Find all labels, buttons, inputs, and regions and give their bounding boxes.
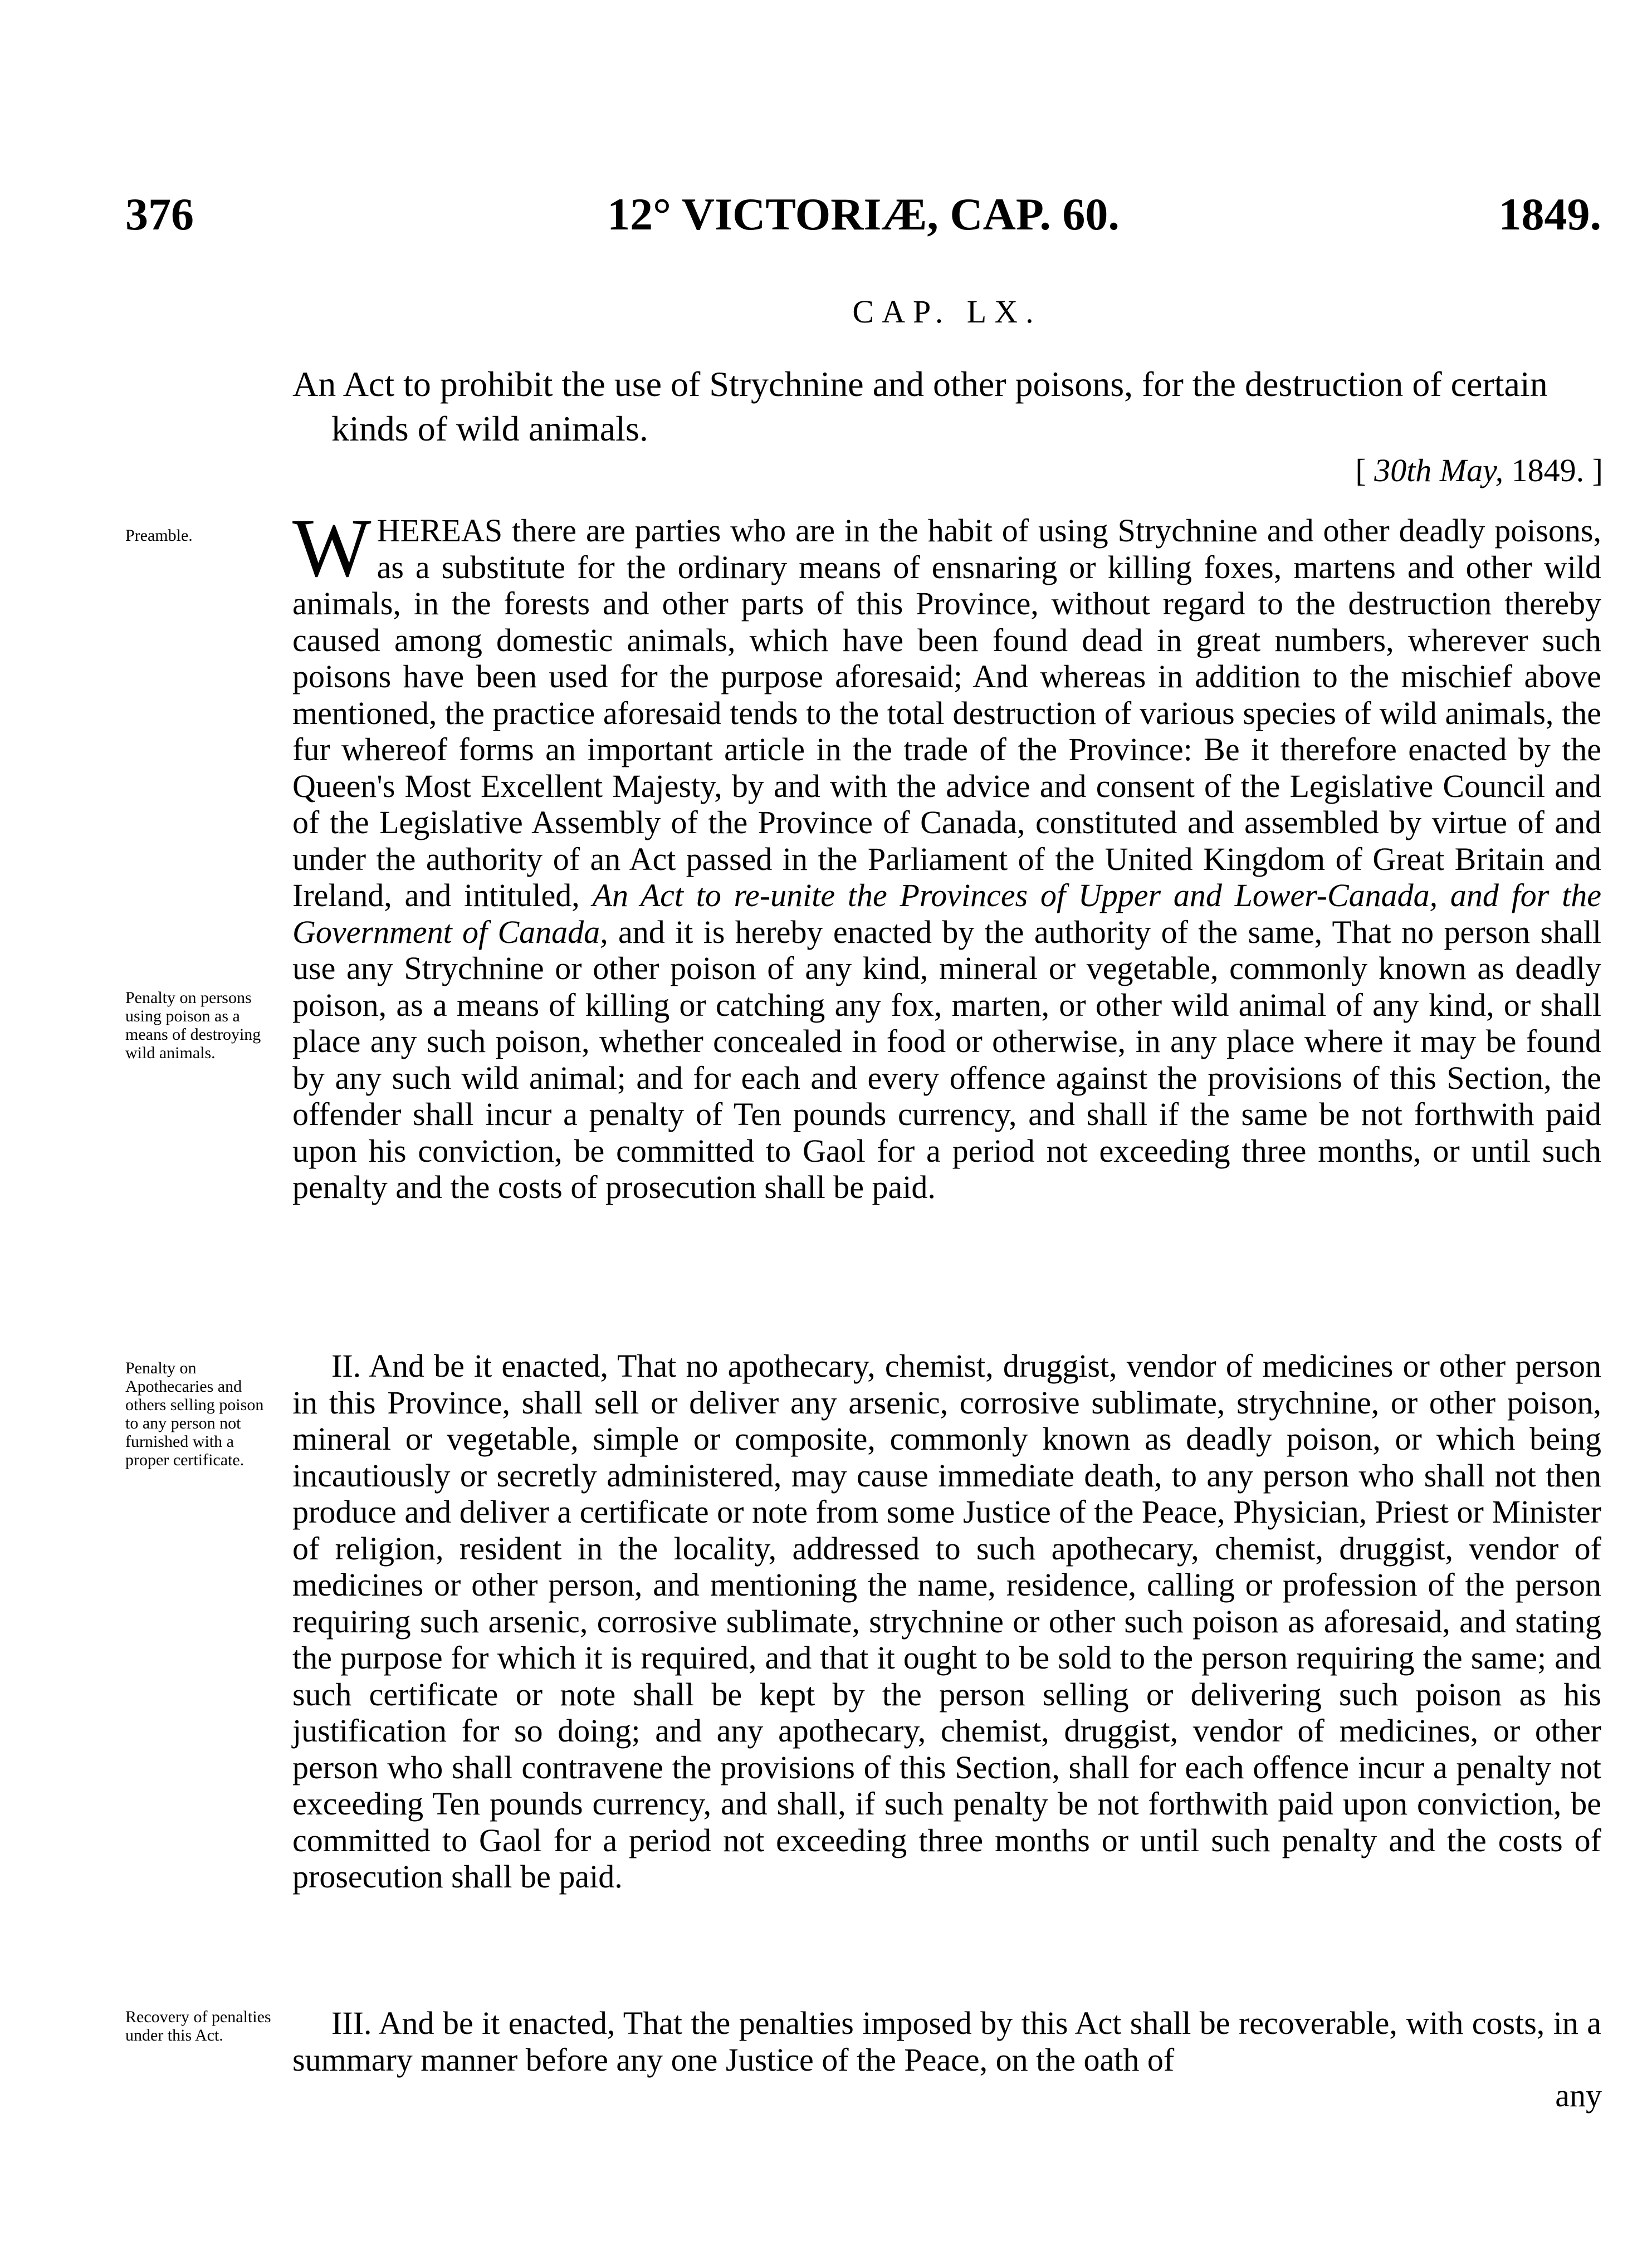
section-2-paragraph [292,1348,1601,1895]
running-title: 12° VICTORIÆ, CAP. 60. [607,189,1120,239]
header-year: 1849. [1498,189,1601,239]
sidenote-preamble: Preamble. [125,526,193,545]
section-2-text: And be it enacted, That no apothecary, chemist, druggist, vendor of medicines or other person in this Province, shall sell or deliver any arsenic, corrosive sublimate, strychnine, or other poison, mineral or vegetable, simple or composite, commonly known as deadly poison, or which being incautiously or secretly administered, may cause immediate death, to any person who shall not then produce and deliver a certificate or note from some Justice of the Peace, Physician, Priest or Minister of religion, resident in the locality, addressed to such apothecary, chemist, druggist, vendor of medicines or other person, and mentioning the name, residence, calling or profession of the person requiring such arsenic, corrosive sublimate, strychnine or other such poison as aforesaid, and stating the purpose for which it is required, and that it ought to be sold to the person requiring the same; and such certificate or note shall be kept by the person selling or delivering such poison as his justification for so doing; and any apothecary, chemist, druggist, vendor of medicines, or other person who shall contravene the provisions of this Section, shall for each offence incur a penalty not exceeding Ten pounds currency, and shall, if such penalty be not forthwith paid upon conviction, be committed to Gaol for a period not exceeding three months or until such penalty and the costs of prosecution shall be paid. [292,1348,1601,1895]
act-title: An Act to prohibit the use of Strychnine and other poisons, for the destruction of certain kinds of wild animals. [292,364,1548,448]
date-close: 1849. ] [1503,452,1603,488]
section-3-text: And be it enacted, That the penalties imposed by this Act shall be recoverable, with costs, in a summary manner before any one Justice of the Peace, on the oath of [292,2005,1601,2078]
drop-cap: W [292,502,372,594]
preamble-text-a: HEREAS there are parties who are in the habit of using Strychnine and other deadly poisons, as a substitute for the ordinary means of ensnaring or killing foxes, martens and other wild animals, in the forests and other parts of this Province, without regard to the destruction thereby caused among domestic animals, which have been found dead in great numbers, wherever such poisons have been used for the purpose aforesaid; And whereas in addition to the mischief above mentioned, the practice aforesaid tends to the total destruction of various species of wild animals, the fur whereof forms an important article in the trade of the Province: Be it therefore enacted by the Queen's Most Excellent Majesty, by and with the advice and consent of the Legislative Council and of the Legislative Assembly of the Province of Canada, constituted and assembled by virtue of and under the authority of an Act passed in the Parliament of the United Kingdom of Great Britain and Ireland, and intituled, [292,512,1601,913]
catchword: any [1555,2077,1602,2114]
sidenote-recovery: Recovery of penalties under this Act. [125,2008,271,2044]
section-3-paragraph [292,2005,1601,2078]
chapter-heading: CAP. LX. [852,293,1042,330]
assent-date [1355,448,1603,493]
section-2-number: II. [331,1348,361,1384]
date-italic: 30th May, [1374,452,1504,488]
running-header [125,184,1601,245]
sidenote-penalty-apothecaries: Penalty on Apothecaries and others selling poison to any person not furnished with a proper certificate. [125,1359,264,1469]
sidenote-penalty-poison: Penalty on persons using poison as a means of destroying wild animals. [125,989,261,1062]
preamble-text-b: and it is hereby enacted by the authority of the same, That no person shall use any Strychnine or other poison of any kind, mineral or vegetable, commonly known as deadly poison, as a means of killing or catching any fox, marten, or other wild animal of any kind, or shall place any such poison, whether concealed in food or otherwise, in any place where it may be found by any such wild animal; and for each and every offence against the provisions of this Section, the offender shall incur a penalty of Ten pounds currency, and shall if the same be not forthwith paid upon his conviction, be committed to Gaol for a period not exceeding three months, or until such penalty and the costs of prosecution shall be paid. [292,913,1601,1205]
page-number: 376 [125,189,194,239]
preamble-paragraph [292,502,1601,1206]
date-open: [ [1355,452,1375,488]
section-3-number: III. [331,2005,372,2041]
act-citation: An Act to re-unite the Provinces of Upper and Lower-Canada, and for the Government of Canada, [292,877,1601,950]
